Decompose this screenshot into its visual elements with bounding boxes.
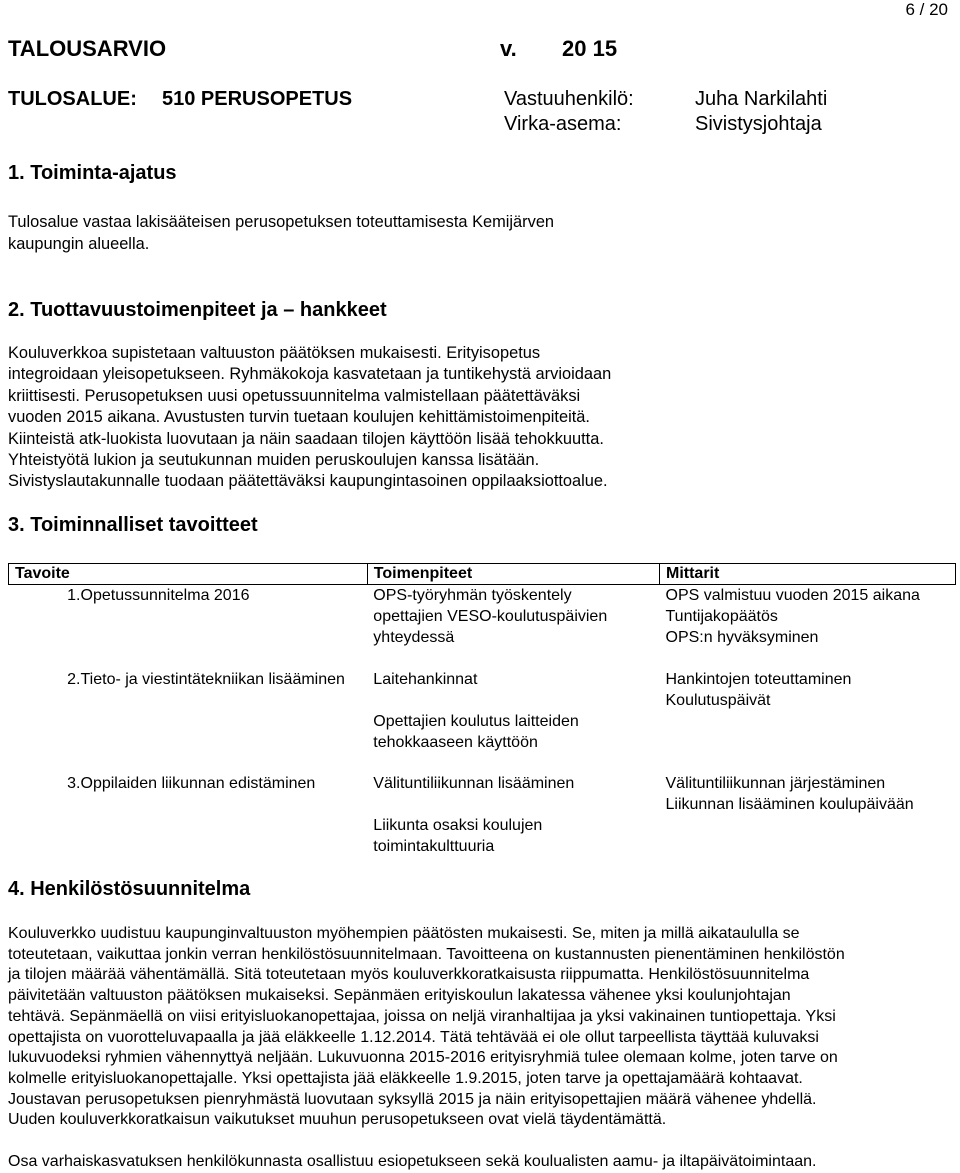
measure-line: Tuntijakopäätös: [665, 608, 778, 625]
measure-line: Hankintojen toteuttaminen: [665, 671, 852, 688]
action-line: toimintakulttuuria: [373, 838, 495, 855]
action-line: yhteydessä: [373, 629, 455, 646]
goal-text: Opetussunnitelma 2016: [80, 587, 250, 604]
action-line: Välituntiliikunnan lisääminen: [373, 775, 575, 792]
section4-body: [8, 924, 953, 1131]
goal-number: 2.: [67, 671, 81, 688]
responsible-label: Vastuuhenkilö:: [504, 88, 634, 110]
measure-line: OPS valmistuu vuoden 2015 aikana: [665, 587, 920, 604]
section4-line: ja tilojen määrää vähentämällä. Sitä toteutetaan myös kouluverkkoratkaisusta riippumatta. Henkilöstösuunnitelma: [8, 966, 810, 984]
goal-text: Tieto- ja viestintätekniikan lisääminen: [80, 671, 345, 688]
budget-year: 20 15: [562, 36, 618, 61]
position-value: Sivistysjohtaja: [695, 113, 822, 135]
section4-last-line: Osa varhaiskasvatuksen henkilökunnasta osallistuu esiopetukseen sekä koulualisten aamu- ja iltapäivätoimintaan.: [8, 1153, 817, 1170]
col-header-goal: Tavoite: [9, 564, 368, 585]
action-line: opettajien VESO-koulutuspäivien: [373, 608, 608, 625]
section1-heading: 1. Toiminta-ajatus: [8, 162, 177, 184]
measure-line: Välituntiliikunnan järjestäminen: [665, 775, 886, 792]
actions-cell: [367, 669, 659, 773]
section4-line: tehtävä. Sepänmäellä on viisi erityisluokanopettajaa, joissa on neljä viranhaltijaa ja yksi vakinainen tuntiopettaja. Yksi: [8, 1007, 836, 1025]
goal-text: Oppilaiden liikunnan edistäminen: [80, 775, 316, 792]
section4-line: Joustavan perusopetuksen pienryhmästä luovutaan syksyllä 2015 ja näin erityisopettajien määrä vähenee yhdellä.: [8, 1090, 817, 1108]
col-header-actions: Toimenpiteet: [367, 564, 659, 585]
section4-line: opettajista on vuorotteluvapaalla ja jää eläkkeelle 1.12.2014. Tätä tehtävää ei ole ollut tarpeellista täyttää kuluvaksi: [8, 1028, 819, 1046]
section4-line: päivitetään valtuuston päätöksen mukaiseksi. Sepänmäen erityiskoulun lakatessa vähenee yksi koulunjohtajan: [8, 987, 791, 1005]
responsible-value: Juha Narkilahti: [695, 88, 828, 110]
section4-line: lukuvuodeksi ryhmien vähennyttyä neljään. Lukuvuonna 2015-2016 erityisryhmiä tulee olemaan kolme, joten tarve on: [8, 1049, 838, 1067]
action-line: Liikunta osaksi koulujen: [373, 817, 543, 834]
section2-line: vuoden 2015 aikana. Avustusten turvin tuetaan koulujen kehittämistoimenpiteitä.: [8, 408, 590, 427]
section4-line: toteutetaan, vaikuttaa jonkin verran henkilöstösuunnitelmaan. Tavoitteena on kustannusten pienentäminen henkilöstön: [8, 945, 845, 963]
section4-line: kolmelle erityisluokanopettajalle. Yksi opettajista jää eläkkeelle 1.9.2015, joten tarve ja opettajamäärä kohtaavat.: [8, 1069, 803, 1087]
actions-cell: [367, 773, 659, 873]
section1-body: [8, 211, 953, 255]
goal-cell: [9, 669, 368, 773]
table-row: [9, 773, 956, 873]
measures-cell: [660, 585, 956, 670]
goals-table: [8, 563, 956, 873]
section2-line: Sivistyslautakunnalle tuodaan päätettäväksi kaupungintasoinen oppilaaksiottoalue.: [8, 472, 608, 491]
section1-line: kaupungin alueella.: [8, 235, 150, 253]
section2-line: Kouluverkkoa supistetaan valtuuston päätöksen mukaisesti. Erityisopetus: [8, 344, 541, 362]
action-line: Opettajien koulutus laitteiden: [373, 713, 579, 730]
section2-body: [8, 343, 953, 493]
actions-cell: [367, 585, 659, 670]
unit-value: 510 PERUSOPETUS: [162, 88, 353, 110]
measure-line: OPS:n hyväksyminen: [665, 629, 819, 646]
goals-table-header: [9, 564, 956, 585]
measure-line: Liikunnan lisääminen koulupäivään: [665, 796, 914, 813]
action-line: tehokkaaseen käyttöön: [373, 734, 538, 751]
measures-cell: [660, 669, 956, 773]
section2-heading: 2. Tuottavuustoimenpiteet ja – hankkeet: [8, 299, 387, 321]
section4-line: Uuden kouluverkkoratkaisun vaikutukset muuhun perusopetukseen ovat vielä täydentämättä.: [8, 1111, 667, 1129]
goal-cell: [9, 773, 368, 873]
measures-cell: [660, 773, 956, 873]
section3-heading: 3. Toiminnalliset tavoitteet: [8, 514, 258, 536]
section2-line: integroidaan yleisopetukseen. Ryhmäkokoja kasvatetaan ja tuntikehystä arvioidaan: [8, 365, 612, 384]
measure-line: Koulutuspäivät: [665, 692, 771, 709]
table-row: [9, 669, 956, 773]
unit-label: TULOSALUE:: [8, 88, 137, 110]
budget-label: TALOUSARVIO: [8, 36, 167, 61]
goal-number: 3.: [67, 775, 81, 792]
goal-number: 1.: [67, 587, 81, 604]
section2-line: Kiinteistä atk-luokista luovutaan ja näin saadaan tilojen käyttöön lisää tehokkuutta.: [8, 429, 604, 448]
year-prefix: v.: [500, 36, 517, 61]
table-row: [9, 585, 956, 670]
action-line: Laitehankinnat: [373, 671, 478, 688]
col-header-measures: Mittarit: [660, 564, 956, 585]
section4-heading: 4. Henkilöstösuunnitelma: [8, 878, 251, 900]
section2-line: kriittisesti. Perusopetuksen uusi opetussuunnitelma valmistellaan päätettäväksi: [8, 386, 581, 405]
page-number: 6 / 20: [905, 0, 948, 19]
section4-line: Kouluverkko uudistuu kaupunginvaltuuston myöhempien päätösten mukaisesti. Se, miten ja millä aikataululla se: [8, 925, 800, 942]
goal-cell: [9, 585, 368, 670]
section2-line: Yhteistyötä lukion ja seutukunnan muiden peruskoulujen kanssa lisätään.: [8, 451, 540, 470]
section1-line: Tulosalue vastaa lakisääteisen perusopetuksen toteuttamisesta Kemijärven: [8, 213, 555, 231]
position-label: Virka-asema:: [504, 113, 622, 135]
action-line: OPS-työryhmän työskentely: [373, 587, 572, 604]
